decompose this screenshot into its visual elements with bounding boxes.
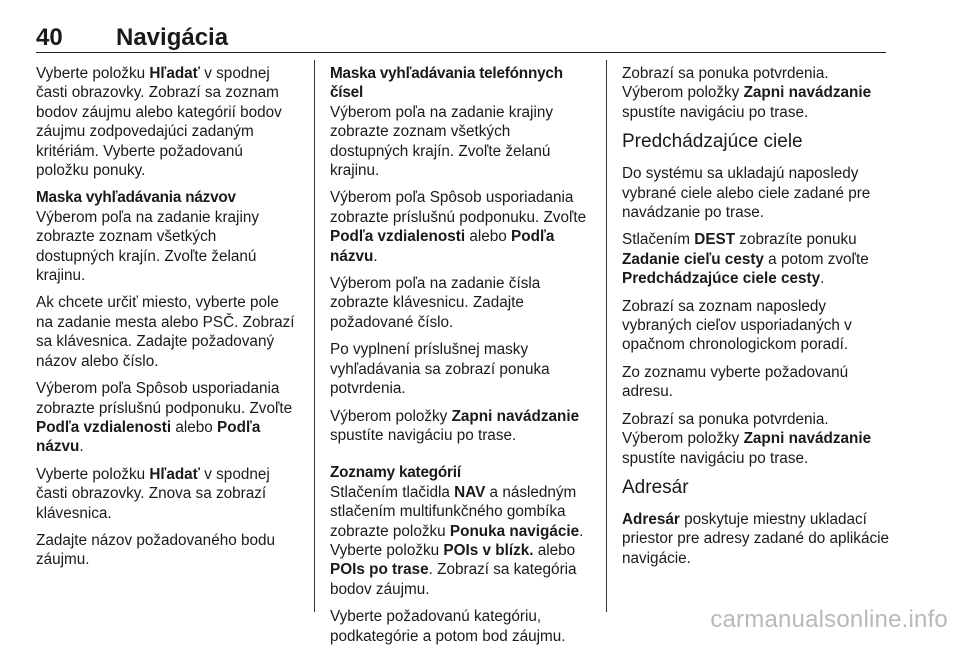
paragraph: Vyberte položku Hľadať v spodnej časti obrazovky. Znova sa zobrazí klávesnica. [36,465,270,522]
column-divider [314,60,315,612]
paragraph: Zobrazí sa ponuka potvrdenia. [622,65,829,82]
paragraph: Výberom položky Zapni navádzanie spustíte navigáciu po trase. [622,84,872,121]
menu-term: Zapni navádzanie [451,407,580,425]
menu-term: Podľa vzdialenosti [36,418,172,436]
menu-term: Ponuka navigácie [449,522,580,540]
paragraph: Zobrazí sa ponuka potvrdenia. [622,410,829,428]
menu-term: Zadanie cieľu cesty [622,250,764,268]
menu-term: Adresár [622,510,680,528]
paragraph: Po vyplnení príslušnej masky vyhľadávania sa zobrazí ponuka potvrdenia. [330,341,550,398]
paragraph: Adresár poskytuje miestny ukladací priestor pre adresy zadané do aplikácie navigácie. [622,510,890,567]
section-heading: Adresár [622,476,689,498]
paragraph: Zo zoznamu vyberte požadovanú adresu. [622,363,849,401]
menu-term: Zapni navádzanie [743,84,872,102]
paragraph: Stlačením DEST zobrazíte ponuku Zadanie cieľu cesty a potom zvoľte Predchádzajúce ciele cesty. [622,231,869,288]
menu-term: Zapni navádzanie [743,430,872,448]
paragraph: Výberom poľa na zadanie krajiny zobrazte zoznam všetkých dostupných krajín. Zvoľte želanú krajinu. [330,103,553,180]
subheading: Maska vyhľadávania telefónnych čísel [330,65,563,102]
paragraph: Stlačením tlačidla NAV a následným stlačením multifunkčného gombíka zobrazte položku Ponuka navigácie. Vyberte položku POIs v blízk. alebo POIs po trase. Zobrazí sa kategória bodov záujmu. [330,483,584,598]
chapter-title: Navigácia [116,24,229,51]
paragraph: Výberom poľa Spôsob usporiadania zobrazte príslušnú podponuku. Zvoľte Podľa vzdialenosti alebo Podľa názvu. [330,189,587,265]
paragraph: Zadajte názov požadovaného bodu záujmu. [36,531,275,569]
page-number: 40 [36,24,63,51]
menu-term: POIs po trase [330,561,429,579]
subheading: Zoznamy kategórií [330,464,461,482]
watermark: carmanualsonline.info [710,606,948,633]
menu-term: POIs v blízk. [443,541,534,559]
paragraph: Vyberte položku Hľadať v spodnej časti obrazovky. Zobrazí sa zoznam bodov záujmu alebo kategórií bodov záujmu zodpovedajúci zadaným kritériám. Vyberte požadovanú položku ponuky. [36,65,282,180]
column-3 [622,64,890,576]
button-term: DEST [694,231,736,249]
menu-term: Hľadať [149,65,201,82]
paragraph: Výberom položky Zapni navádzanie spustíte navigáciu po trase. [330,407,580,444]
menu-term: Podľa názvu [36,418,261,456]
paragraph: Výberom poľa na zadanie krajiny zobrazte zoznam všetkých dostupných krajín. Zvoľte želanú krajinu. [36,208,259,285]
paragraph: Vyberte požadovanú kategóriu, podkategórie a potom bod záujmu. [330,608,566,645]
paragraph: Výberom poľa Spôsob usporiadania zobrazte príslušnú podponuku. Zvoľte Podľa vzdialenosti alebo Podľa názvu. [36,380,293,456]
column-2 [330,64,592,654]
menu-term: Predchádzajúce ciele cesty [622,270,821,288]
menu-term: Hľadať [149,465,201,483]
paragraph: Ak chcete určiť miesto, vyberte pole na zadanie mesta alebo PSČ. Zobrazí sa klávesnica. Zadajte požadovaný názov alebo číslo. [36,294,295,370]
subheading: Maska vyhľadávania názvov [36,189,236,207]
paragraph: Do systému sa ukladajú naposledy vybrané ciele alebo ciele zadané pre navádzanie po trase. [622,165,871,222]
button-term: NAV [454,483,486,501]
page-header [36,24,886,53]
paragraph: Výberom položky Zapni navádzanie spustíte navigáciu po trase. [622,430,872,467]
menu-term: Podľa vzdialenosti [330,228,466,246]
paragraph: Zobrazí sa zoznam naposledy vybraných cieľov usporiadaných v opačnom chronologickom poradí. [622,297,852,354]
column-1 [36,64,298,578]
column-divider [606,60,607,612]
paragraph: Výberom poľa na zadanie čísla zobrazte klávesnicu. Zadajte požadované číslo. [330,275,541,331]
menu-term: Podľa názvu [330,228,555,265]
section-heading: Predchádzajúce ciele [622,131,803,153]
